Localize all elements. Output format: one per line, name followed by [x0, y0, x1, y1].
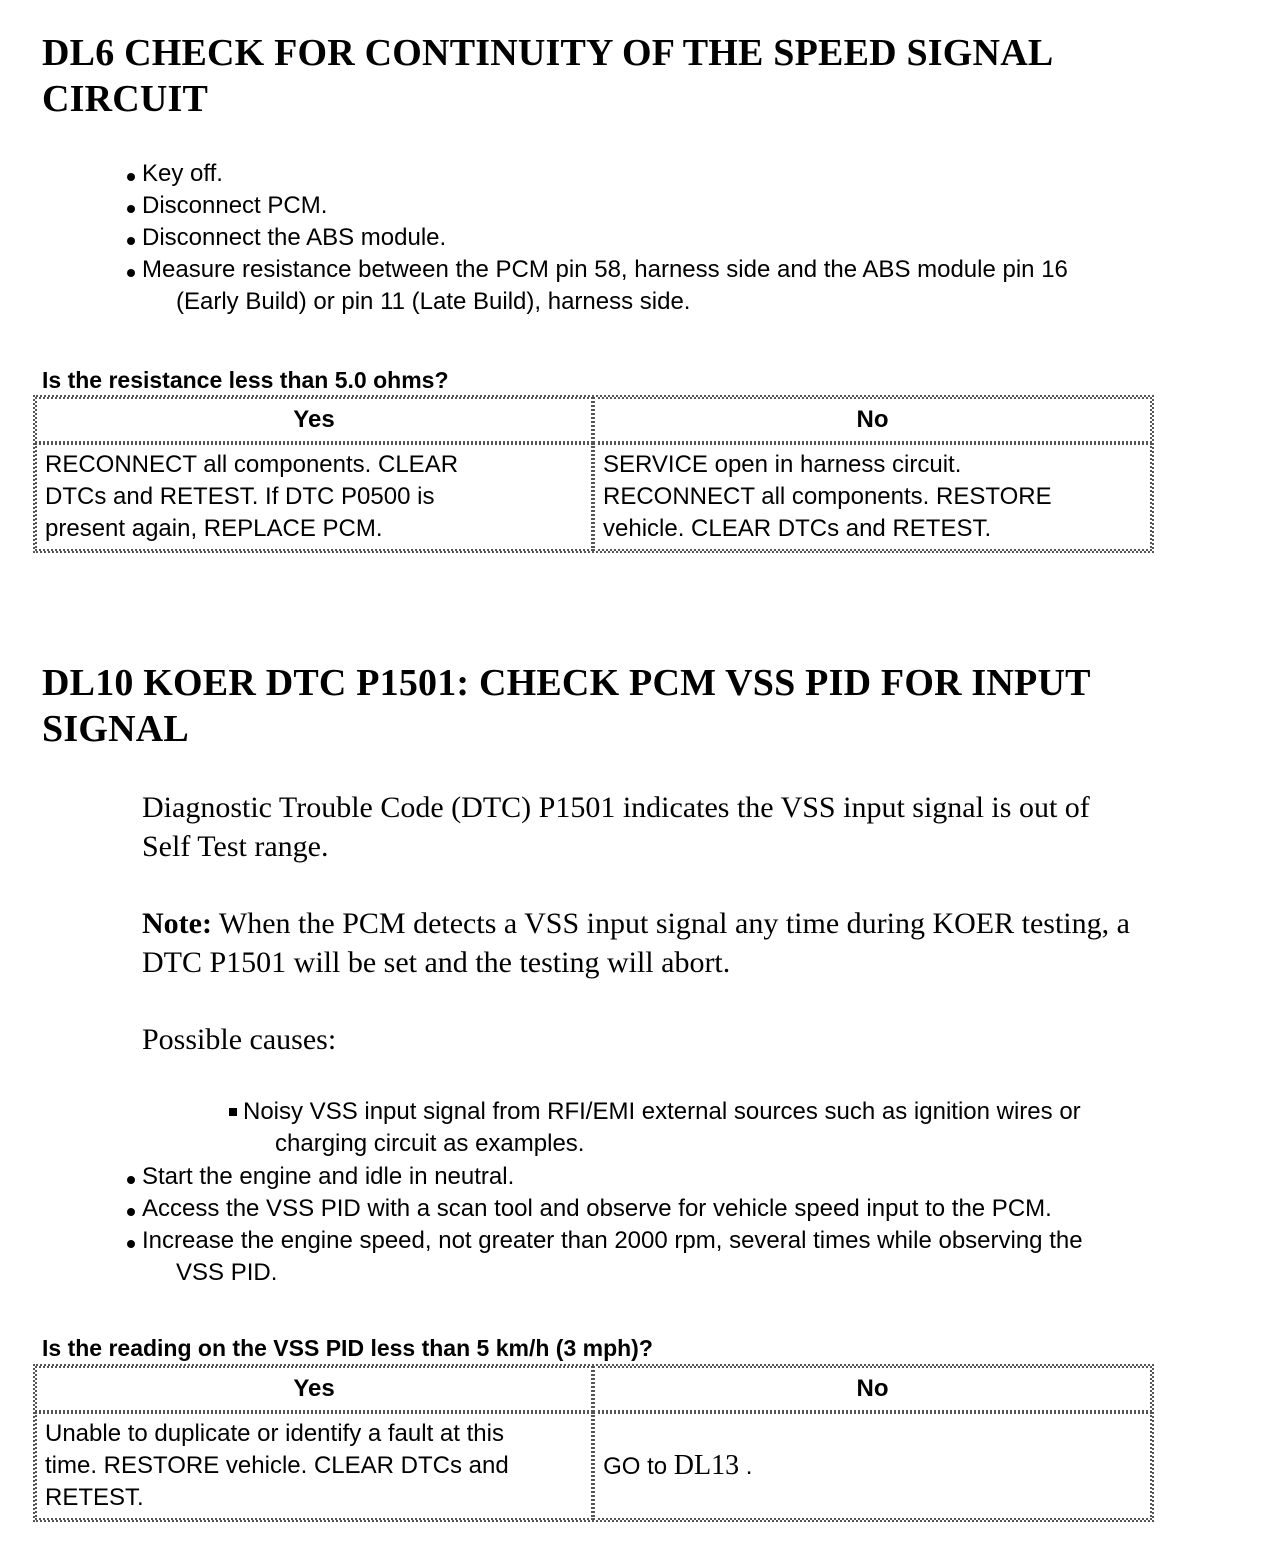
no-action: SERVICE open in harness circuit. RECONNECT all components. RESTORE vehicle. CLEAR DTCs and RETEST.	[593, 443, 1152, 551]
dl10-intro: Diagnostic Trouble Code (DTC) P1501 indicates the VSS input signal is out of Self Test range.	[142, 791, 1090, 863]
dl6-decision-table	[33, 395, 1154, 553]
dl10-title: DL10 KOER DTC P1501: CHECK PCM VSS PID FOR INPUT SIGNAL	[42, 662, 1091, 750]
yes-header: Yes	[35, 1366, 593, 1412]
list-item: Increase the engine speed, not greater than 2000 rpm, several times while observing the VSS PID.	[124, 1225, 1234, 1289]
no-header: No	[593, 1366, 1152, 1412]
no-header: No	[593, 397, 1152, 443]
note-label: Note:	[142, 907, 212, 940]
table-header-row	[35, 397, 1152, 443]
list-item: Noisy VSS input signal from RFI/EMI external sources such as ignition wires or charging circuit as examples.	[226, 1096, 1236, 1160]
list-item-continuation: charging circuit as examples.	[275, 1130, 585, 1157]
list-item: Disconnect PCM.	[124, 190, 1234, 222]
table-row	[35, 443, 1152, 551]
dl10-step-list	[124, 1161, 1234, 1289]
list-item: Disconnect the ABS module.	[124, 222, 1234, 254]
dl10-question: Is the reading on the VSS PID less than 5 km/h (3 mph)?	[42, 1335, 653, 1361]
causes-list	[226, 1096, 1236, 1160]
yes-action: RECONNECT all components. CLEAR DTCs and RETEST. If DTC P0500 is present again, REPLACE PCM.	[35, 443, 593, 551]
possible-causes-label: Possible causes:	[142, 1023, 337, 1056]
no-action: GO to DL13 .	[593, 1412, 1152, 1520]
yes-header: Yes	[35, 397, 593, 443]
list-item-continuation: (Early Build) or pin 11 (Late Build), harness side.	[176, 288, 691, 315]
dl10-decision-table	[33, 1364, 1154, 1522]
table-row	[35, 1412, 1152, 1520]
dl6-step-list	[124, 158, 1234, 318]
list-item: Key off.	[124, 158, 1234, 190]
list-item: Start the engine and idle in neutral.	[124, 1161, 1234, 1193]
table-header-row	[35, 1366, 1152, 1412]
list-item-continuation: VSS PID.	[176, 1259, 278, 1286]
list-item: Access the VSS PID with a scan tool and observe for vehicle speed input to the PCM.	[124, 1193, 1234, 1225]
yes-action: Unable to duplicate or identify a fault at this time. RESTORE vehicle. CLEAR DTCs and RETEST.	[35, 1412, 593, 1520]
dl6-question: Is the resistance less than 5.0 ohms?	[42, 367, 449, 393]
dl6-title: DL6 CHECK FOR CONTINUITY OF THE SPEED SIGNAL CIRCUIT	[42, 32, 1052, 120]
dl10-note: Note: When the PCM detects a VSS input signal any time during KOER testing, a DTC P1501 will be set and the testing will abort.	[142, 907, 1130, 979]
list-item: Measure resistance between the PCM pin 58, harness side and the ABS module pin 16 (Early Build) or pin 11 (Late Build), harness side.	[124, 254, 1234, 318]
dl13-link[interactable]: DL13	[673, 1449, 740, 1481]
